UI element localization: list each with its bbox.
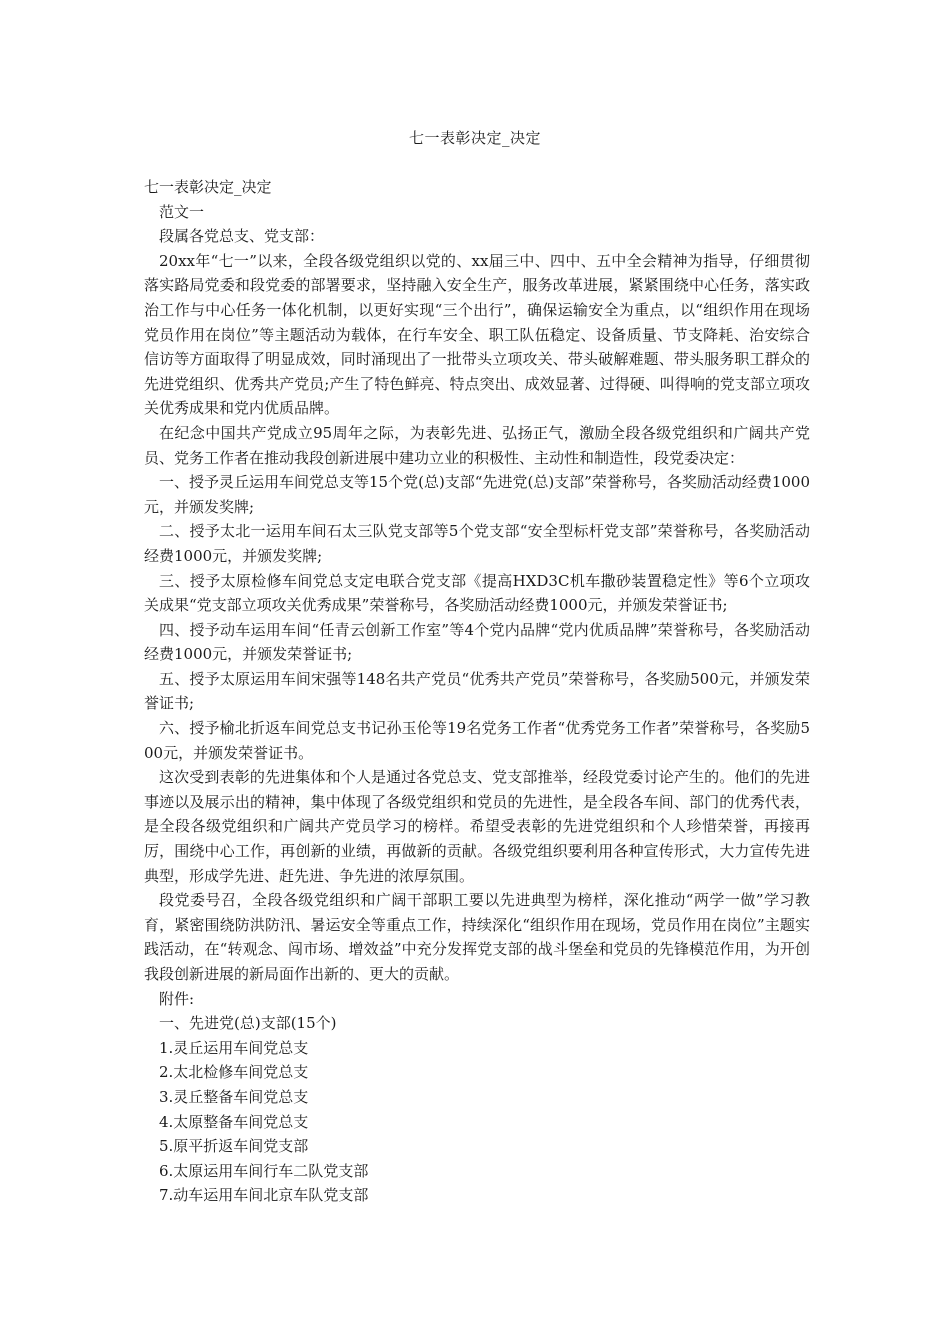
attachment-item: 3.灵丘整备车间党总支 [159,1087,309,1106]
attachment-section-title: 一、先进党(总)支部(15个) [159,1014,337,1033]
attachment-label: 附件: [159,989,195,1008]
award-item: 一、授予灵丘运用车间党总支等15个党(总)支部“先进党(总)支部”荣誉称号，各奖励活动经费1000元，并颁发奖牌; [144,473,811,516]
award-item: 二、授予太北一运用车间石太三队党支部等5个党支部“安全型标杆党支部”荣誉称号，各奖励活动经费1000元，并颁发奖牌; [144,522,810,565]
attachment-item: 1.灵丘运用车间党总支 [159,1038,309,1057]
award-item: 五、授予太原运用车间宋强等148名共产党员“优秀共产党员”荣誉称号，各奖励500元，并颁发荣誉证书; [144,669,810,713]
attachment-item: 6.太原运用车间行车二队党支部 [159,1161,369,1180]
sample-label: 范文一 [159,202,205,221]
attachment-item: 2.太北检修车间党总支 [159,1063,309,1082]
document-body [144,175,810,1208]
body-paragraph: 20xx年“七一”以来，全段各级党组织以党的、xx届三中、四中、五中全会精神为指导，仔细贯彻落实路局党委和段党委的部署要求，坚持融入安全生产，服务改革进展，紧紧围绕中心任务，落实政治工作与中心任务一体化机制，以更好实现“三个出行”，确保运输安全为重点，以“组织作用在现场 党员作用在岗位”等主题活动为载体，在行车安全、职工队伍稳定、设备质量、节支降耗、治安综合信访等方面取得了明显成效，同时涌现出了一批带头立项攻关、带头破解难题、带头服务职工群众的先进党组织、优秀共产党员;产生了特色鲜亮、特点突出、成效显著、过得硬、叫得响的党支部立项攻关优秀成果和党内优质品牌。 [144,251,810,418]
closing-paragraph: 这次受到表彰的先进集体和个人是通过各党总支、党支部推举，经段党委讨论产生的。他们的先进事迹以及展示出的精神，集中体现了各级党组织和党员的先进性，是全段各车间、部门的优秀代表，是全段各级党组织和广阔共产党员学习的榜样。希望受表彰的先进党组织和个人珍惜荣誉，再接再厉，围绕中心工作，再创新的业绩，再做新的贡献。各级党组织要利用各种宣传形式，大力宣传先进典型，形成学先进、赶先进、争先进的浓厚氛围。 [144,768,810,885]
attachment-item: 5.原平折返车间党支部 [159,1137,309,1156]
salutation: 段属各党总支、党支部： [159,227,325,246]
closing-paragraph: 段党委号召，全段各级党组织和广阔干部职工要以先进典型为榜样，深化推动“两学一做”学习教育，紧密围绕防洪防汛、暑运安全等重点工作，持续深化“组织作用在现场，党员作用在岗位”主题实践活动，在“转观念、闯市场、增效益”中充分发挥党支部的战斗堡垒和党员的先锋模范作用，为开创我段创新进展的新局面作出新的、更大的贡献。 [144,891,810,983]
attachment-item: 7.动车运用车间北京车队党支部 [159,1186,369,1205]
award-item: 三、授予太原检修车间党总支定电联合党支部《提高HXD3C机车撒砂装置稳定性》等6个立项攻关成果“党支部立项攻关优秀成果”荣誉称号，各奖励活动经费1000元，并颁发荣誉证书; [144,571,810,615]
page-title: 七一表彰决定_决定 [408,129,541,147]
award-item: 四、授予动车运用车间“任青云创新工作室”等4个党内品牌“党内优质品牌”荣誉称号，各奖励活动经费1000元，并颁发荣誉证书; [144,620,810,664]
attachment-item: 4.太原整备车间党总支 [159,1112,309,1131]
document-heading: 七一表彰决定_决定 [144,178,272,196]
body-paragraph: 在纪念中国共产党成立95周年之际，为表彰先进、弘扬正气，激励全段各级党组织和广阔共产党员、党务工作者在推动我段创新进展中建功立业的积极性、主动性和制造性，段党委决定： [144,423,810,467]
award-item: 六、授予榆北折返车间党总支书记孙玉伦等19名党务工作者“优秀党务工作者”荣誉称号，各奖励500元，并颁发荣誉证书。 [144,719,810,762]
